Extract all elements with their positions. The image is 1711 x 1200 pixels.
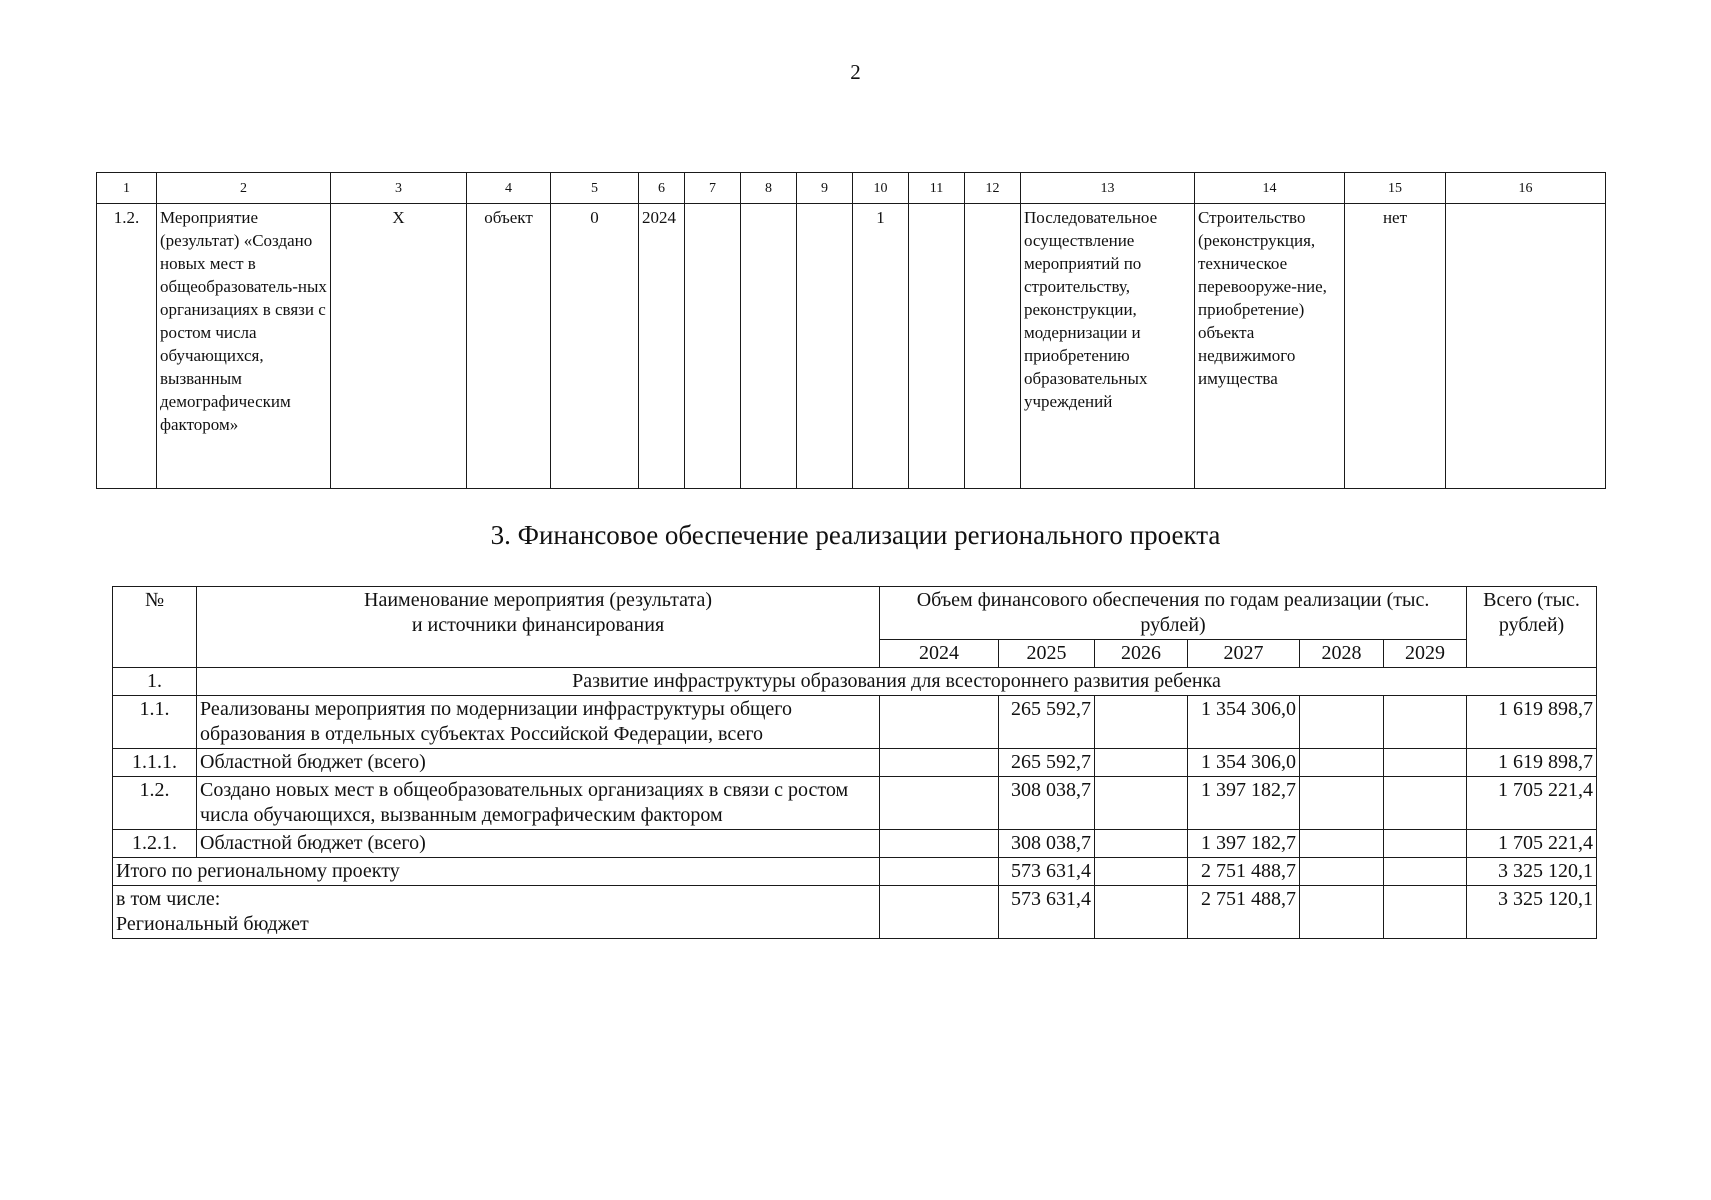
cell-3: X xyxy=(331,204,467,489)
col-num-13: 13 xyxy=(1021,173,1195,204)
col-num-2: 2 xyxy=(157,173,331,204)
cell-2024 xyxy=(880,696,999,749)
including-row xyxy=(113,886,1597,939)
page-number: 2 xyxy=(850,60,861,84)
cell-total: 1 619 898,7 xyxy=(1467,696,1597,749)
including-2025: 573 631,4 xyxy=(999,886,1095,939)
col-num-16: 16 xyxy=(1446,173,1606,204)
cell-6: 2024 xyxy=(639,204,685,489)
cell-14: Строительство (реконструкция, техническое перевооруже-ние, приобретение) объекта недвижимого имущества xyxy=(1195,204,1345,489)
cell-12 xyxy=(965,204,1021,489)
table-row xyxy=(113,749,1597,777)
col-num-3: 3 xyxy=(331,173,467,204)
including-2027: 2 751 488,7 xyxy=(1188,886,1300,939)
col-num-4: 4 xyxy=(467,173,551,204)
cell-2025: 308 038,7 xyxy=(999,777,1095,830)
row-name: Мероприятие (результат) «Создано новых мест в общеобразователь-ных организациях в связи с ростом числа обучающихся, вызванным демографическим фактором» xyxy=(157,204,331,489)
table-row xyxy=(113,777,1597,830)
cell-2028 xyxy=(1300,696,1384,749)
header-name-line-1: Наименование мероприятия (результата) xyxy=(364,589,712,611)
row-name: Областной бюджет (всего) xyxy=(197,830,880,858)
cell-13: Последовательное осуществление мероприятий по строительству, реконструкции, модернизации и приобретению образовательных учреждений xyxy=(1021,204,1195,489)
cell-2026 xyxy=(1095,777,1188,830)
cell-2026 xyxy=(1095,749,1188,777)
cell-2029 xyxy=(1384,749,1467,777)
cell-10: 1 xyxy=(853,204,909,489)
row-name: Реализованы мероприятия по модернизации инфраструктуры общего образования в отдельных субъектах Российской Федерации, всего xyxy=(197,696,880,749)
section-number: 1. xyxy=(113,668,197,696)
cell-2028 xyxy=(1300,830,1384,858)
header-total: Всего (тыс. рублей) xyxy=(1467,587,1597,668)
col-num-11: 11 xyxy=(909,173,965,204)
total-2026 xyxy=(1095,858,1188,886)
row-number: 1.2.1. xyxy=(113,830,197,858)
total-label: Итого по региональному проекту xyxy=(113,858,880,886)
row-name: Областной бюджет (всего) xyxy=(197,749,880,777)
table-row xyxy=(113,830,1597,858)
cell-2024 xyxy=(880,749,999,777)
total-2025: 573 631,4 xyxy=(999,858,1095,886)
header-name-line-2: и источники финансирования xyxy=(411,614,665,636)
cell-11 xyxy=(909,204,965,489)
column-numbers-row xyxy=(97,173,1606,204)
cell-total: 1 619 898,7 xyxy=(1467,749,1597,777)
row-name: Создано новых мест в общеобразовательных организациях в связи с ростом числа обучающихся, вызванным демографическим фактором xyxy=(197,777,880,830)
cell-16 xyxy=(1446,204,1606,489)
table-row xyxy=(97,204,1606,489)
cell-2027: 1 397 182,7 xyxy=(1188,830,1300,858)
including-label-line-1: в том числе: xyxy=(116,888,221,910)
cell-2028 xyxy=(1300,777,1384,830)
section-title: 3. Финансовое обеспечение реализации регионального проекта xyxy=(490,520,1221,550)
header-number: № xyxy=(113,587,197,668)
financing-table xyxy=(112,586,1597,939)
cell-2024 xyxy=(880,830,999,858)
cell-15: нет xyxy=(1345,204,1446,489)
including-sum: 3 325 120,1 xyxy=(1467,886,1597,939)
header-row xyxy=(113,587,1597,640)
cell-5: 0 xyxy=(551,204,639,489)
cell-2026 xyxy=(1095,696,1188,749)
cell-2026 xyxy=(1095,830,1188,858)
cell-2025: 265 592,7 xyxy=(999,696,1095,749)
col-num-9: 9 xyxy=(797,173,853,204)
section-row xyxy=(113,668,1597,696)
year-2029: 2029 xyxy=(1384,640,1467,668)
cell-2027: 1 354 306,0 xyxy=(1188,696,1300,749)
total-sum: 3 325 120,1 xyxy=(1467,858,1597,886)
cell-2027: 1 354 306,0 xyxy=(1188,749,1300,777)
total-2028 xyxy=(1300,858,1384,886)
cell-2025: 308 038,7 xyxy=(999,830,1095,858)
including-2024 xyxy=(880,886,999,939)
cell-2024 xyxy=(880,777,999,830)
col-num-1: 1 xyxy=(97,173,157,204)
cell-total: 1 705 221,4 xyxy=(1467,777,1597,830)
row-number: 1.1.1. xyxy=(113,749,197,777)
row-number: 1.2. xyxy=(113,777,197,830)
row-number: 1.2. xyxy=(97,204,157,489)
cell-9 xyxy=(797,204,853,489)
col-num-8: 8 xyxy=(741,173,797,204)
cell-2029 xyxy=(1384,777,1467,830)
col-num-5: 5 xyxy=(551,173,639,204)
cell-2029 xyxy=(1384,830,1467,858)
year-2027: 2027 xyxy=(1188,640,1300,668)
section-name: Развитие инфраструктуры образования для всестороннего развития ребенка xyxy=(197,668,1597,696)
including-label xyxy=(113,886,880,939)
cell-2028 xyxy=(1300,749,1384,777)
year-2025: 2025 xyxy=(999,640,1095,668)
year-2028: 2028 xyxy=(1300,640,1384,668)
year-2026: 2026 xyxy=(1095,640,1188,668)
including-2029 xyxy=(1384,886,1467,939)
table-row xyxy=(113,696,1597,749)
col-num-12: 12 xyxy=(965,173,1021,204)
col-num-14: 14 xyxy=(1195,173,1345,204)
cell-2027: 1 397 182,7 xyxy=(1188,777,1300,830)
row-number: 1.1. xyxy=(113,696,197,749)
cell-2029 xyxy=(1384,696,1467,749)
total-2024 xyxy=(880,858,999,886)
header-name xyxy=(197,587,880,668)
cell-8 xyxy=(741,204,797,489)
total-row xyxy=(113,858,1597,886)
col-num-6: 6 xyxy=(639,173,685,204)
including-2028 xyxy=(1300,886,1384,939)
header-volume: Объем финансового обеспечения по годам реализации (тыс. рублей) xyxy=(880,587,1467,640)
cell-7 xyxy=(685,204,741,489)
col-num-10: 10 xyxy=(853,173,909,204)
col-num-7: 7 xyxy=(685,173,741,204)
including-2026 xyxy=(1095,886,1188,939)
year-2024: 2024 xyxy=(880,640,999,668)
results-table xyxy=(96,172,1606,489)
cell-4: объект xyxy=(467,204,551,489)
including-label-line-2: Региональный бюджет xyxy=(116,913,309,935)
total-2027: 2 751 488,7 xyxy=(1188,858,1300,886)
cell-total: 1 705 221,4 xyxy=(1467,830,1597,858)
cell-2025: 265 592,7 xyxy=(999,749,1095,777)
col-num-15: 15 xyxy=(1345,173,1446,204)
total-2029 xyxy=(1384,858,1467,886)
